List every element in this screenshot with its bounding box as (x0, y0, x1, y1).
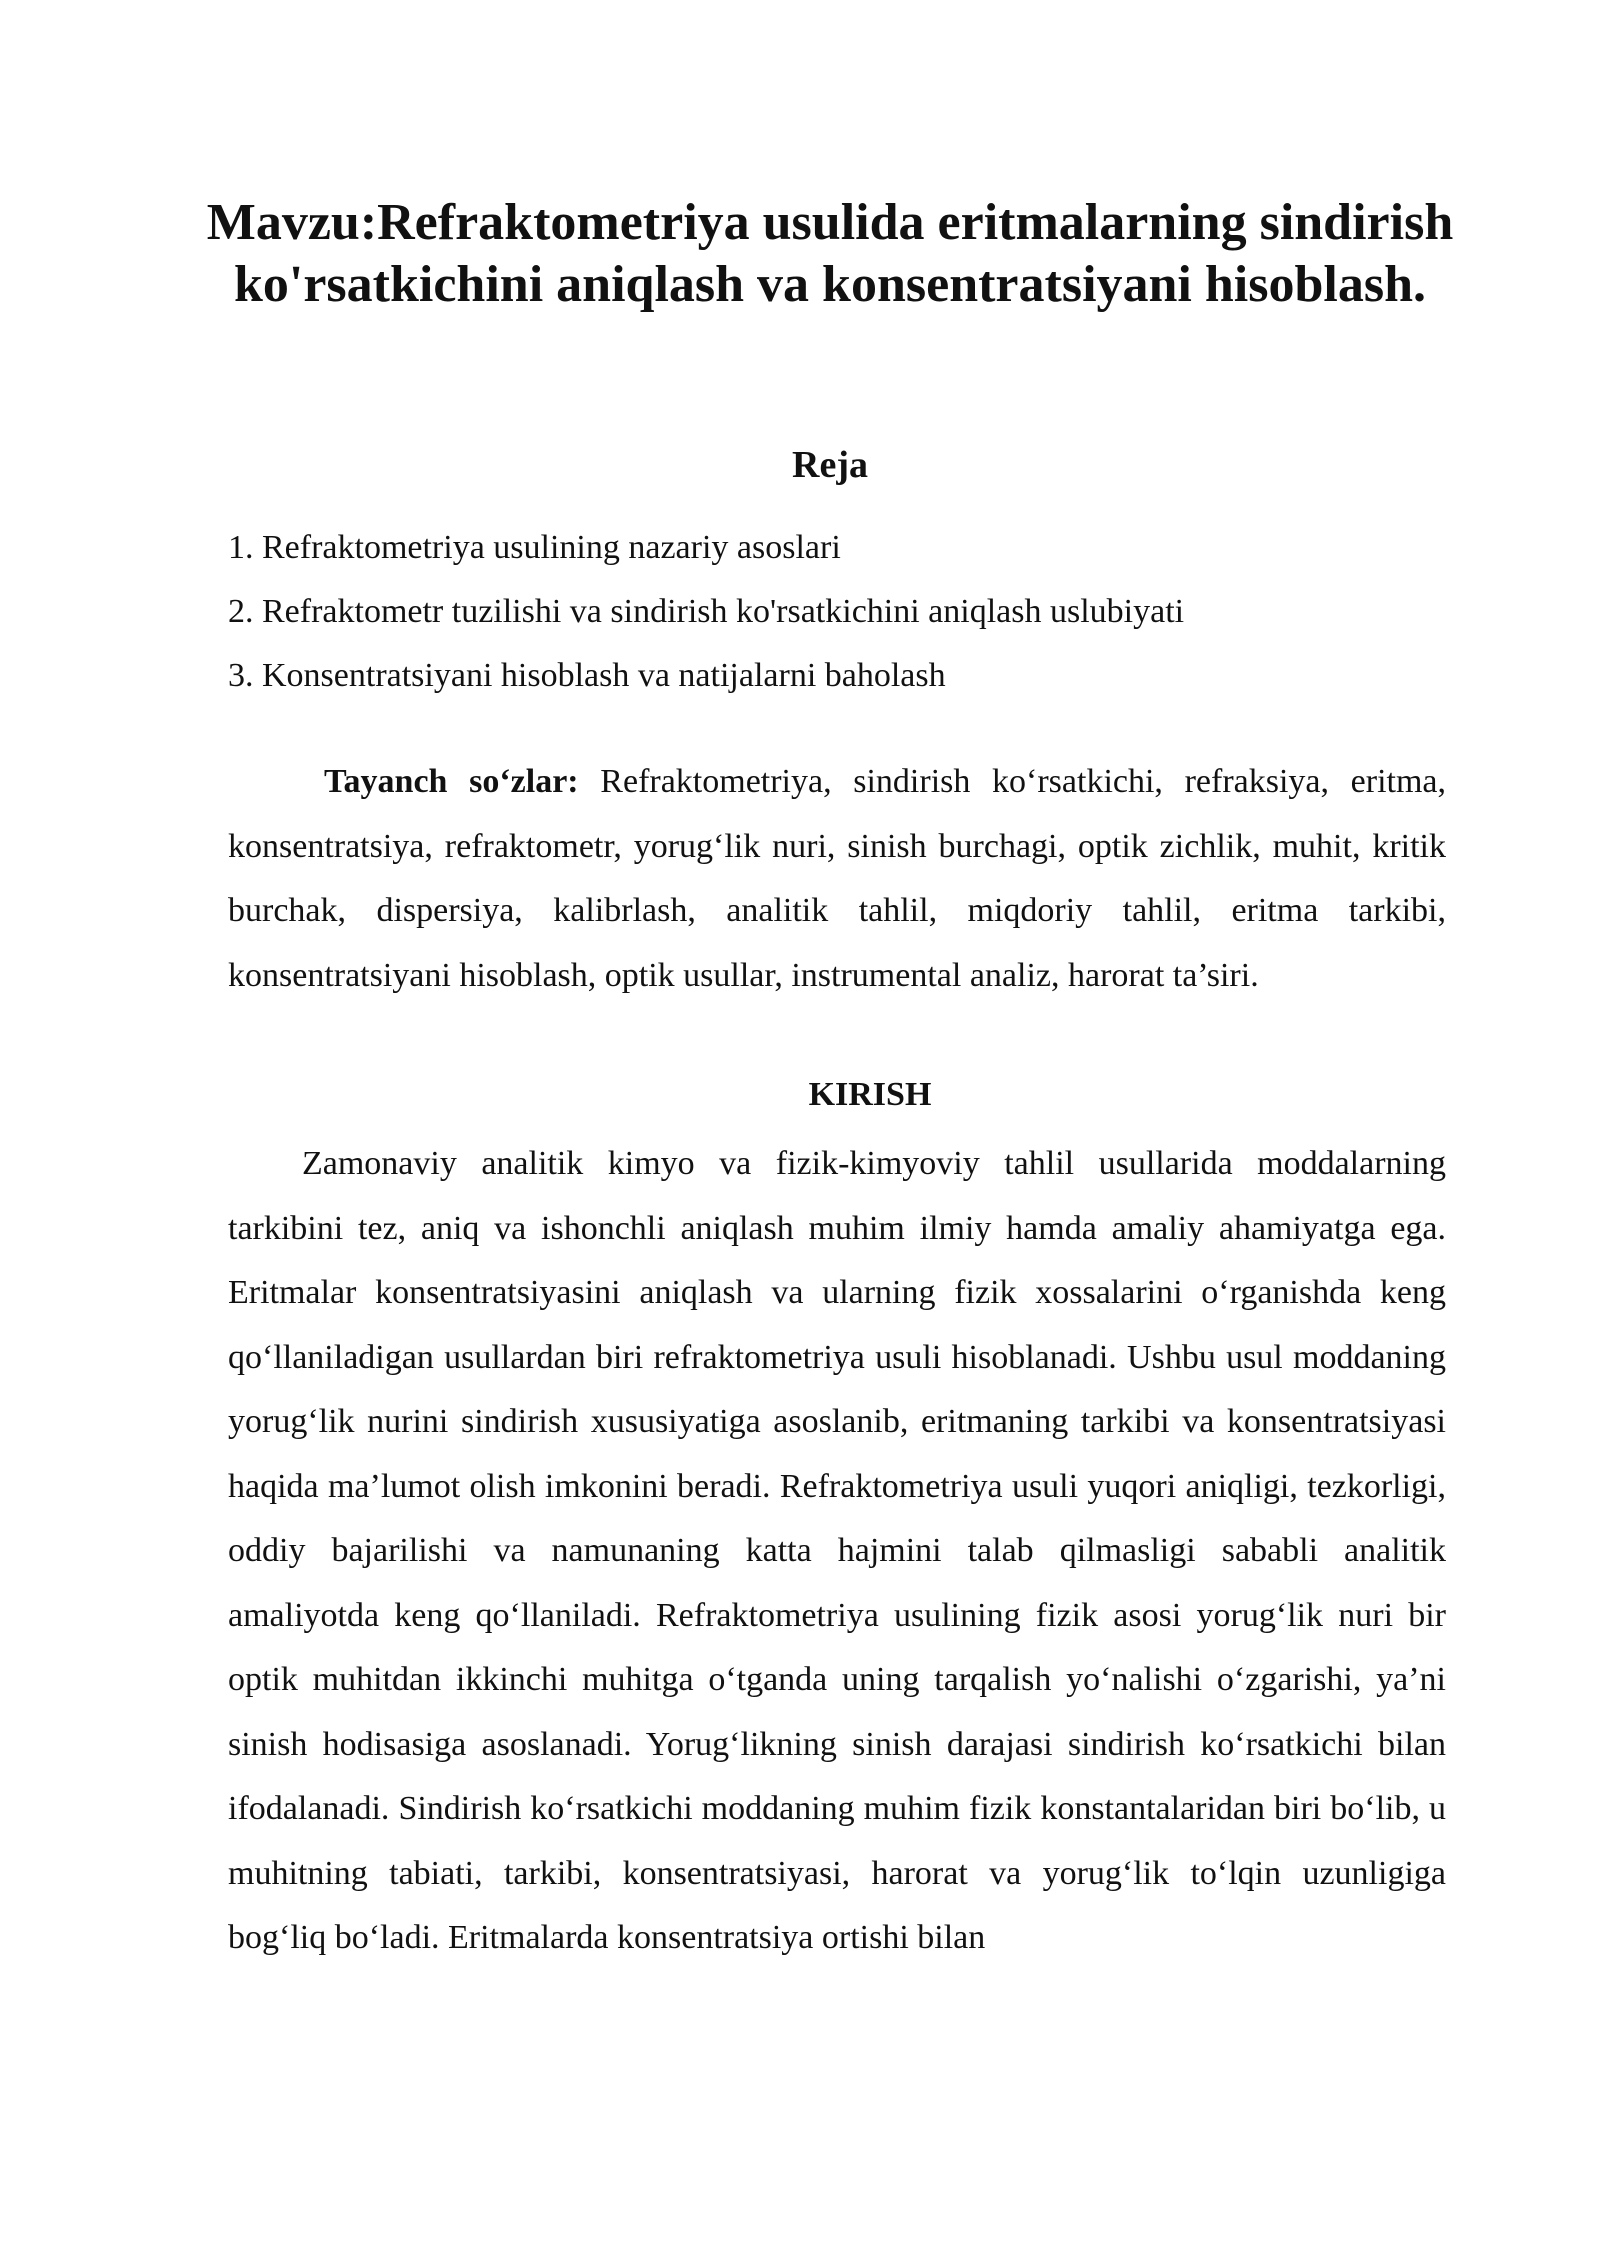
plan-item: 3. Konsentratsiyani hisoblash va natijalarni baholash (228, 657, 946, 694)
document-title: Mavzu:Refraktometriya usulida eritmalarning sindirish ko'rsatkichini aniqlash va konsentratsiyani hisoblash. (206, 194, 1454, 313)
intro-paragraph: Zamonaviy analitik kimyo va fizik-kimyoviy tahlil usullarida moddalarning tarkibini tez, aniq va ishonchli aniqlash muhim ilmiy hamda amaliy ahamiyatga ega. Eritmalar konsentratsiyasini aniqlash va ularning fizik xossalarini o‘rganishda keng qo‘llaniladigan usullardan biri refraktometriya usuli hisoblanadi. Ushbu usul moddaning yorug‘lik nurini sindirish xususiyatiga asoslanib, eritmaning tarkibi va konsentratsiyasi haqida ma’lumot olish imkonini beradi. Refraktometriya usuli yuqori aniqligi, tezkorligi, oddiy bajarilishi va namunaning katta hajmini talab qilmasligi sababli analitik amaliyotda keng qo‘llaniladi. Refraktometriya usulining fizik asosi yorug‘lik nuri bir optik muhitdan ikkinchi muhitga o‘tganda uning tarqalish yo‘nalishi o‘zgarishi, ya’ni sinish hodisasiga asoslanadi. Yorug‘likning sinish darajasi sindirish ko‘rsatkichi bilan ifodalanadi. Sindirish ko‘rsatkichi moddaning muhim fizik konstantalaridan biri bo‘lib, u muhitning tabiati, tarkibi, konsentratsiyasi, harorat va yorug‘lik to‘lqin uzunligiga bog‘liq bo‘ladi. Eritmalarda konsentratsiya ortishi bilan (228, 1145, 1446, 1956)
intro-heading: KIRISH (808, 1076, 932, 1113)
keywords-label: Tayanch so‘zlar: (324, 763, 579, 800)
plan-item: 2. Refraktometr tuzilishi va sindirish ko'rsatkichini aniqlash uslubiyati (228, 593, 1185, 630)
plan-list (228, 516, 1478, 708)
keywords-text: Refraktometriya, sindirish ko‘rsatkichi, refraksiya, eritma, konsentratsiya, refraktometr, yorug‘lik nuri, sinish burchagi, optik zichlik, muhit, kritik burchak, dispersiya, kalibrlash, analitik tahlil, miqdoriy tahlil, eritma tarkibi, konsentratsiyani hisoblash, optik usullar, instrumental analiz, harorat ta’siri. (228, 763, 1446, 994)
keywords-paragraph (228, 750, 1446, 1008)
plan-heading: Reja (792, 444, 868, 486)
plan-item: 1. Refraktometriya usulining nazariy asoslari (228, 529, 841, 566)
